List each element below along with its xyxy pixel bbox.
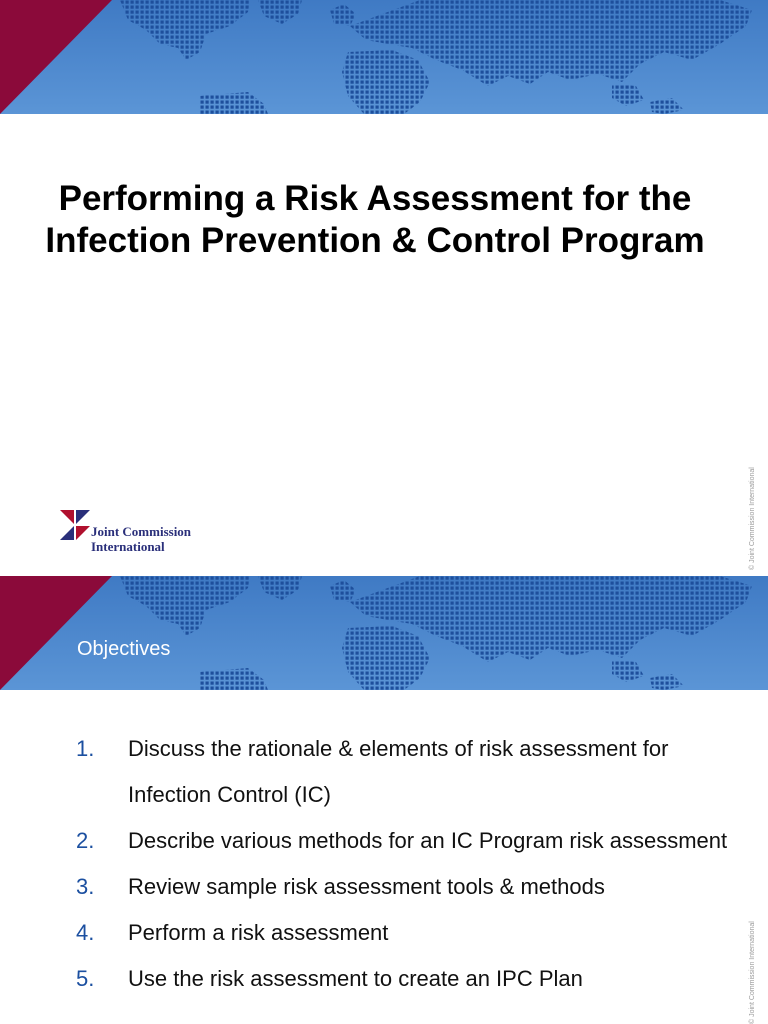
item-number: 1. <box>76 736 95 761</box>
objectives-list <box>76 726 746 1002</box>
list-item <box>76 818 746 864</box>
jci-logo <box>60 510 220 558</box>
list-item <box>76 864 746 910</box>
copyright-notice: © Joint Commission International <box>749 467 756 570</box>
logo-text-line2: International <box>91 539 165 554</box>
item-number: 5. <box>76 966 95 991</box>
list-item <box>76 910 746 956</box>
item-text: Describe various methods for an IC Program risk assessment <box>128 828 728 853</box>
item-text: Review sample risk assessment tools & methods <box>128 874 605 899</box>
list-item <box>76 956 746 1002</box>
section-heading: Objectives <box>77 638 171 660</box>
item-number: 4. <box>76 920 95 945</box>
item-text: Perform a risk assessment <box>128 920 389 945</box>
presentation-title: Performing a Risk Assessment for the Infection Prevention & Control Program <box>45 179 705 260</box>
item-number: 2. <box>76 828 95 853</box>
objectives-slide <box>0 576 768 1024</box>
world-map-banner <box>0 576 768 690</box>
item-text: Use the risk assessment to create an IPC Plan <box>128 966 583 991</box>
item-number: 3. <box>76 874 95 899</box>
list-item <box>76 726 746 818</box>
logo-text-line1: Joint Commission <box>91 524 192 539</box>
jci-logo-mark-icon <box>60 510 90 540</box>
world-map-banner <box>0 0 768 114</box>
item-text: Discuss the rationale & elements of risk assessment for Infection Control (IC) <box>128 736 669 807</box>
copyright-notice: © Joint Commission International <box>749 921 756 1024</box>
